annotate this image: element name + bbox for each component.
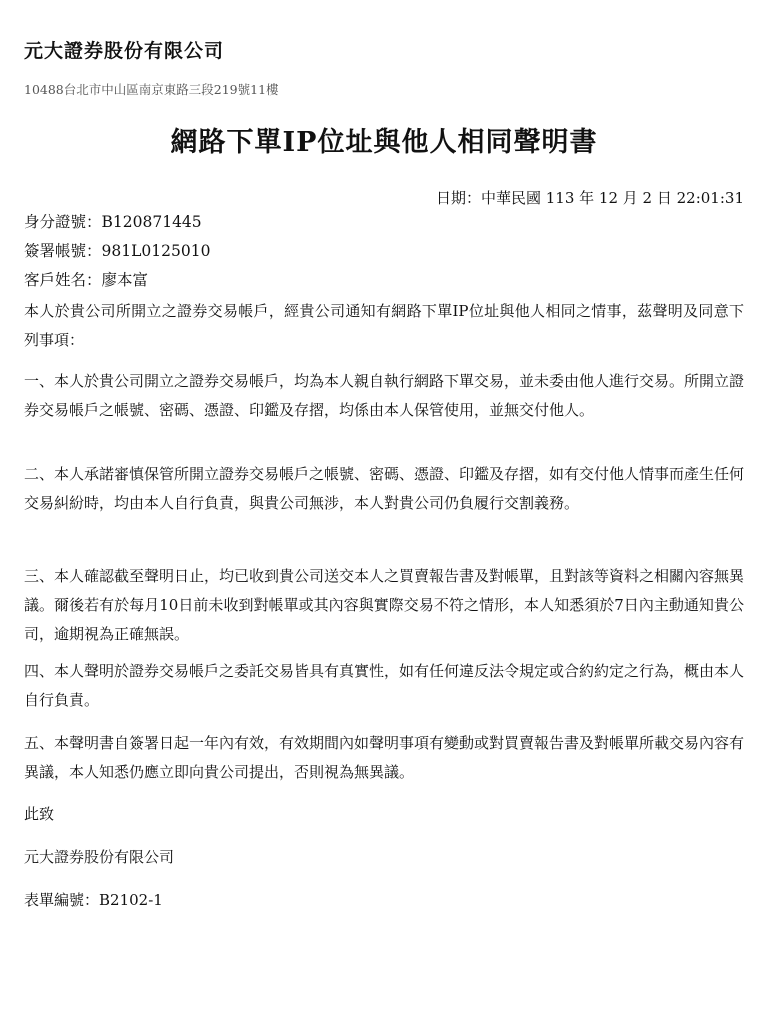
date-label: 日期： [435,189,481,207]
customer-name-value: 廖本富 [101,271,149,289]
recipient-company: 元大證券股份有限公司 [24,848,175,866]
salutation: 此致 [24,805,55,823]
customer-name-label: 客戶姓名： [24,271,102,289]
intro-paragraph: 本人於貴公司所開立之證券交易帳戶，經貴公司通知有網路下單IP位址與他人相同之情事，茲聲明及同意下列事項： [24,302,744,349]
company-address: 10488台北市中山區南京東路三段219號11樓 [24,82,279,97]
id-number-value: B120871445 [101,213,202,231]
clause-4: 四、本人聲明於證券交易帳戶之委託交易皆具有真實性，如有任何違反法令規定或合約約定之行為，概由本人自行負責。 [24,662,745,709]
company-name: 元大證券股份有限公司 [24,40,225,62]
document-date [436,187,744,208]
id-number-label: 身分證號： [24,213,102,231]
clause-3: 三、本人確認截至聲明日止，均已收到貴公司送交本人之買賣報告書及對帳單，且對該等資料之相關內容無異議。爾後若有於每月10日前未收到對帳單或其內容與實際交易不符之情形，本人知悉須於7日內主動通知貴公司，逾期視為正確無誤。 [24,567,745,643]
form-number-label: 表單編號： [24,891,100,909]
clause-1: 一、本人於貴公司開立之證券交易帳戶，均為本人親自執行網路下單交易，並未委由他人進行交易。所開立證券交易帳戶之帳號、密碼、憑證、印鑑及存摺，均係由本人保管使用，並無交付他人。 [24,372,745,419]
document-title: 網路下單IP位址與他人相同聲明書 [170,127,598,158]
date-value: 中華民國 113 年 12 月 2 日 22:01:31 [480,189,744,207]
account-value: 981L0125010 [101,242,211,260]
account-label: 簽署帳號： [24,242,102,260]
customer-name-row [24,268,148,290]
form-number-value: B2102-1 [99,891,163,909]
id-number-row [24,210,202,232]
form-number-row [24,889,163,910]
account-row [24,239,210,261]
clause-2: 二、本人承諾審慎保管所開立證券交易帳戶之帳號、密碼、憑證、印鑑及存摺，如有交付他人情事而產生任何交易糾紛時，均由本人自行負責，與貴公司無涉，本人對貴公司仍負履行交割義務。 [24,465,745,512]
clause-5: 五、本聲明書自簽署日起一年內有效，有效期間內如聲明事項有變動或對買賣報告書及對帳單所載交易內容有異議，本人知悉仍應立即向貴公司提出，否則視為無異議。 [24,734,745,781]
